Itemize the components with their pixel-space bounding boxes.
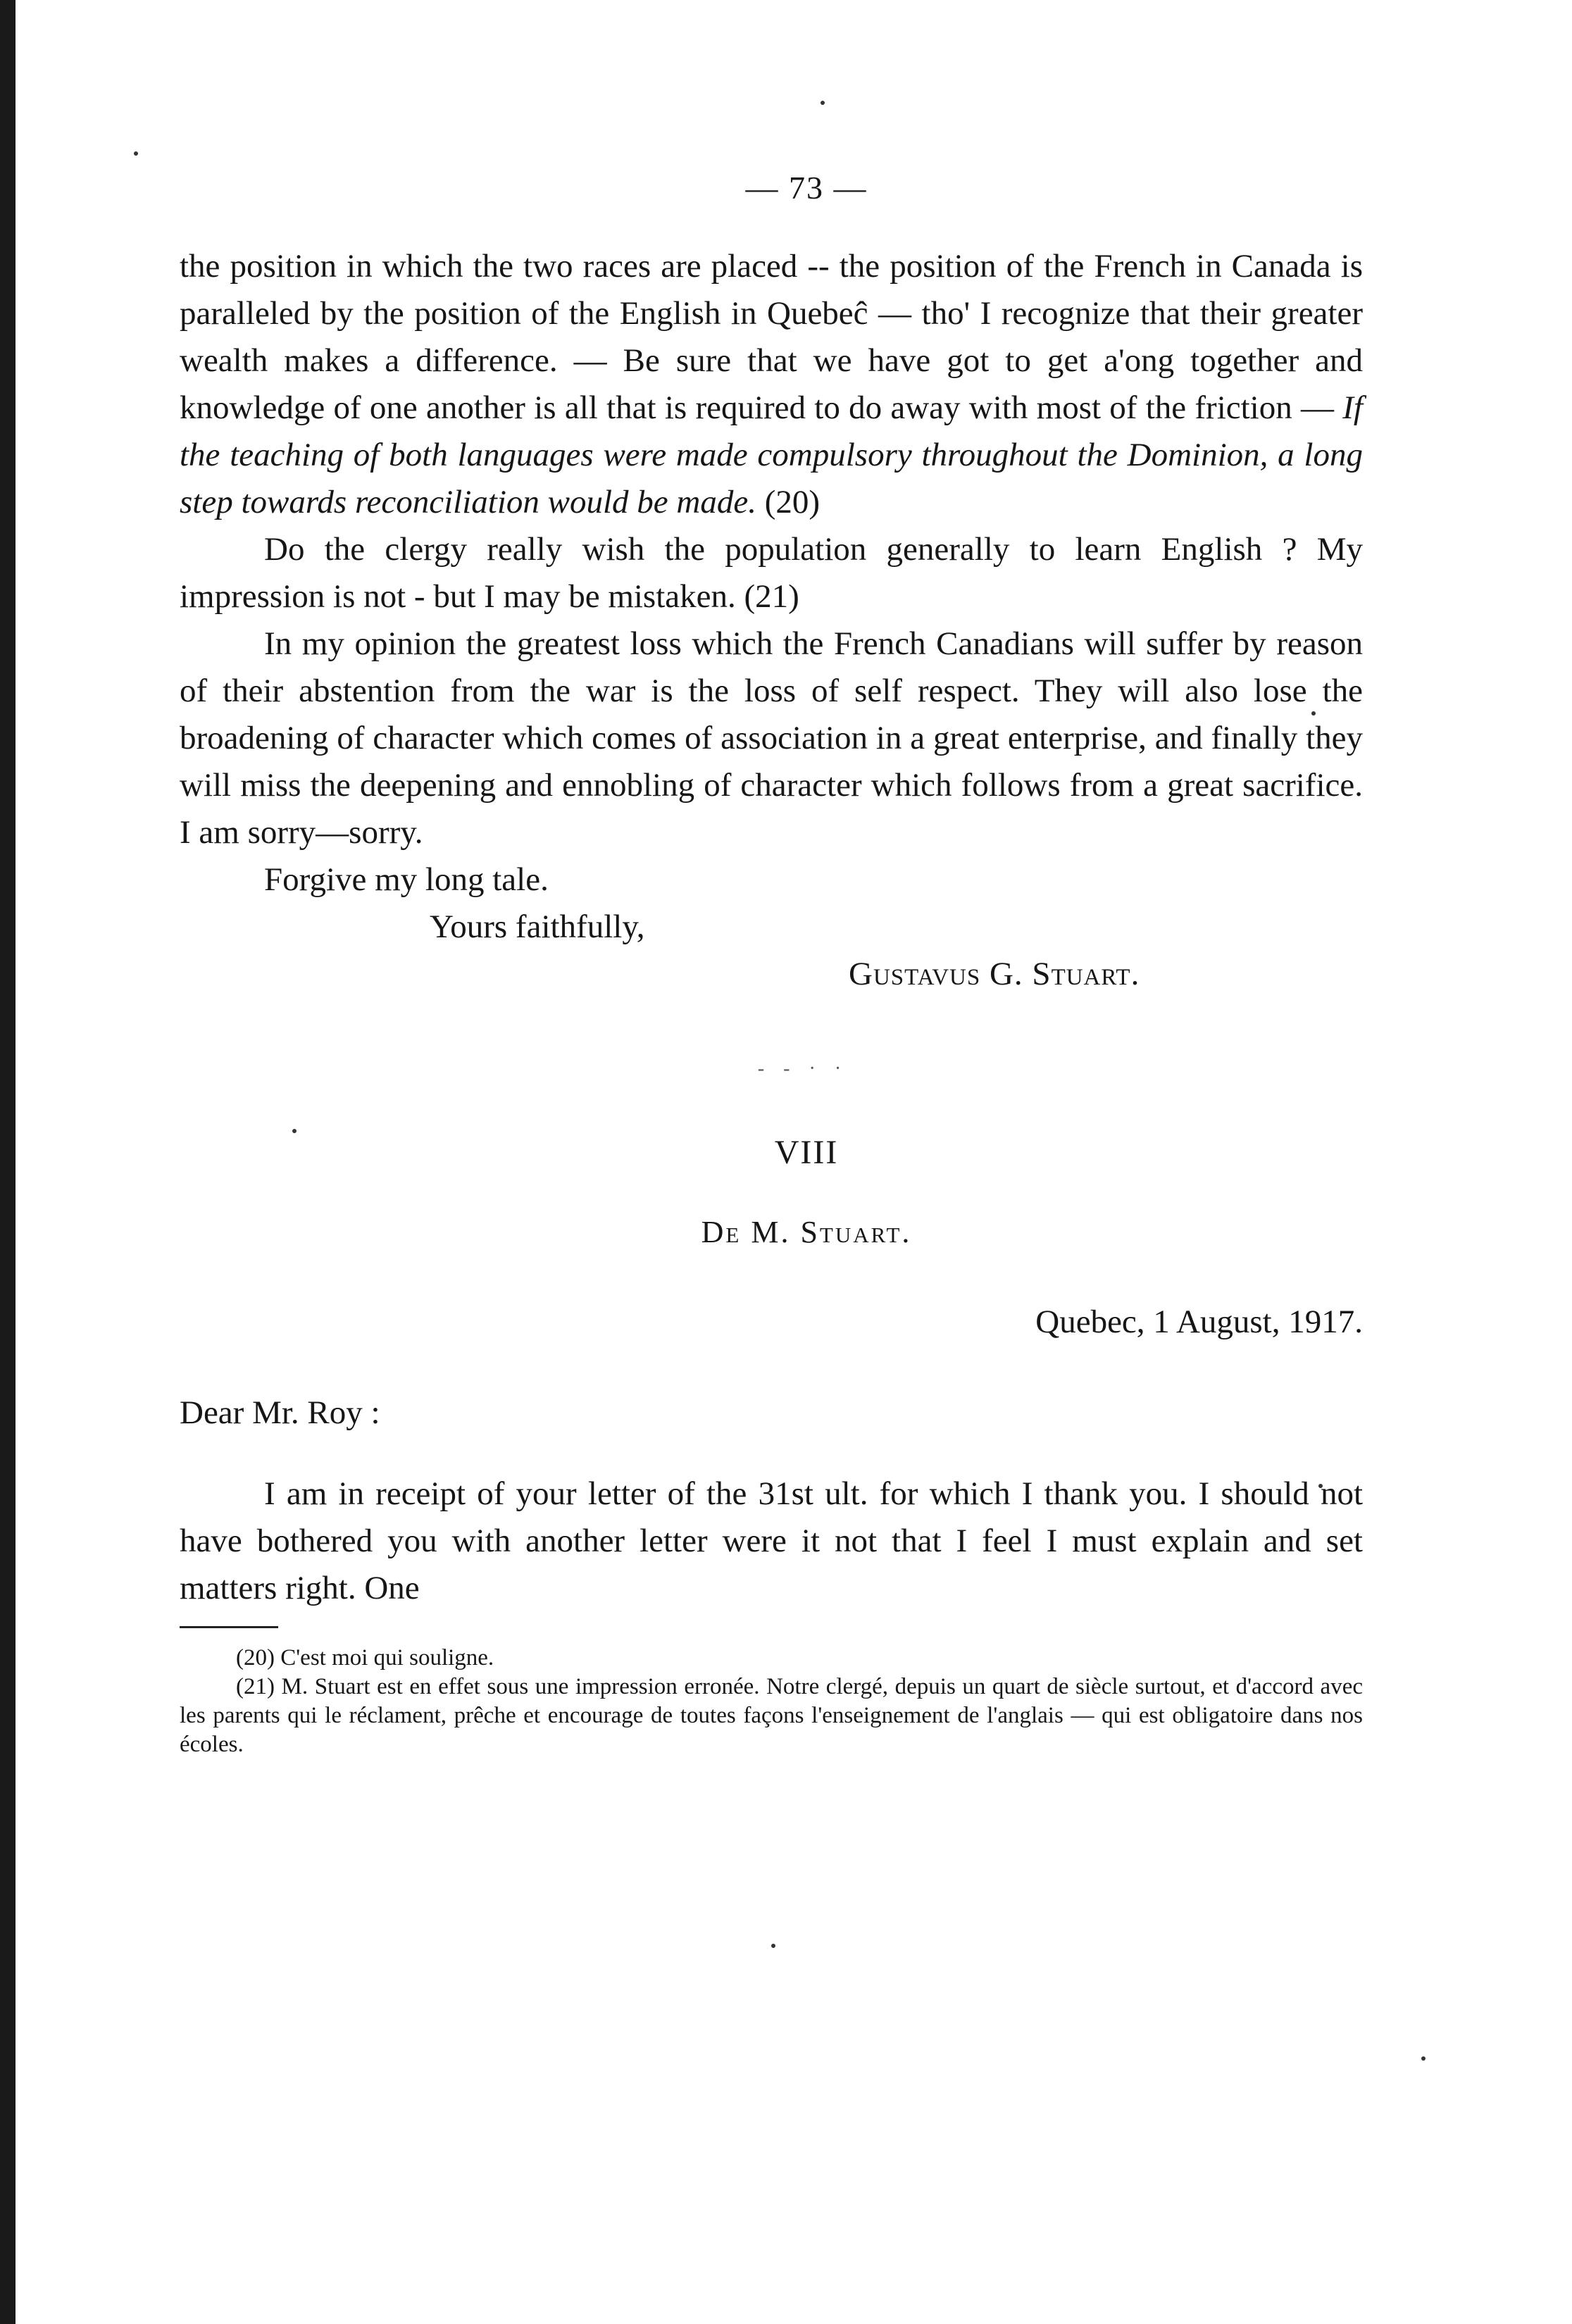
letter-salutation: Dear Mr. Roy : bbox=[180, 1394, 380, 1431]
book-binding-edge bbox=[0, 0, 15, 2324]
scan-speck bbox=[821, 101, 825, 105]
emphasized-text: If the teaching of both languages were made compulsory throughout the Dominion, a long step towards reconciliation would be made. bbox=[180, 389, 1363, 520]
section-separator: - - · · bbox=[757, 1058, 849, 1080]
scan-speck bbox=[1421, 2056, 1426, 2061]
footnote: (20) C'est moi qui souligne. bbox=[236, 1645, 494, 1670]
footnote: (21) M. Stuart est en effet sous une impression erronée. Notre clergé, depuis un quart de siècle surtout, et d'accord avec les parents qui le réclament, prêche et encourage de toutes façons l'enseignement de l'anglais — qui est obligatoire dans nos écoles. bbox=[180, 1674, 1363, 1757]
body-text bbox=[180, 243, 1363, 856]
book-page bbox=[180, 169, 1363, 1759]
paragraph bbox=[180, 243, 1363, 526]
letter-closing bbox=[180, 856, 1363, 998]
footnote-rule bbox=[180, 1626, 278, 1628]
letter-body bbox=[180, 1470, 1363, 1612]
paragraph-text: In my opinion the greatest loss which the French Canadians will suffer by reason of their abstention from the war is the loss of self respect. They will also lose the broadening of character which comes of association in a great enterprise, and finally they will miss the deepening and ennobling of character which follows from a great sacrifice. I am sorry—sorry. bbox=[180, 625, 1363, 851]
paragraph: I am in receipt of your letter of the 31st ult. for which I thank you. I should not have bothered you with another letter were it not that I feel I must explain and set matters right. One bbox=[180, 1475, 1363, 1606]
section-author: De M. Stuart. bbox=[701, 1215, 912, 1249]
paragraph bbox=[180, 526, 1363, 620]
paragraph-text: Do the clergy really wish the population generally to learn English ? My impression is not - but I may be mistaken. (21) bbox=[180, 531, 1363, 615]
paragraph bbox=[180, 620, 1363, 856]
footnote-reference: (20) bbox=[756, 484, 821, 520]
signature: Gustavus G. Stuart. bbox=[849, 956, 1140, 992]
scan-speck bbox=[134, 151, 138, 156]
section-numeral: VIII bbox=[774, 1134, 839, 1171]
page-number: — 73 — bbox=[745, 170, 868, 206]
closing-forgive: Forgive my long tale. bbox=[264, 861, 549, 898]
scan-speck bbox=[771, 1944, 775, 1948]
letter-dateline: Quebec, 1 August, 1917. bbox=[1035, 1304, 1363, 1340]
paragraph-text: the position in which the two races are placed -- the position of the French in Canada is paralleled by the position of the English in Quebeĉ — tho' I recognize that their greater wealth makes a difference. — Be sure that we have got to get a'ong together and knowledge of one another is all that is required to do away with most of the friction — bbox=[180, 248, 1363, 426]
closing-yours: Yours faithfully, bbox=[430, 908, 645, 945]
footnotes bbox=[180, 1644, 1363, 1759]
